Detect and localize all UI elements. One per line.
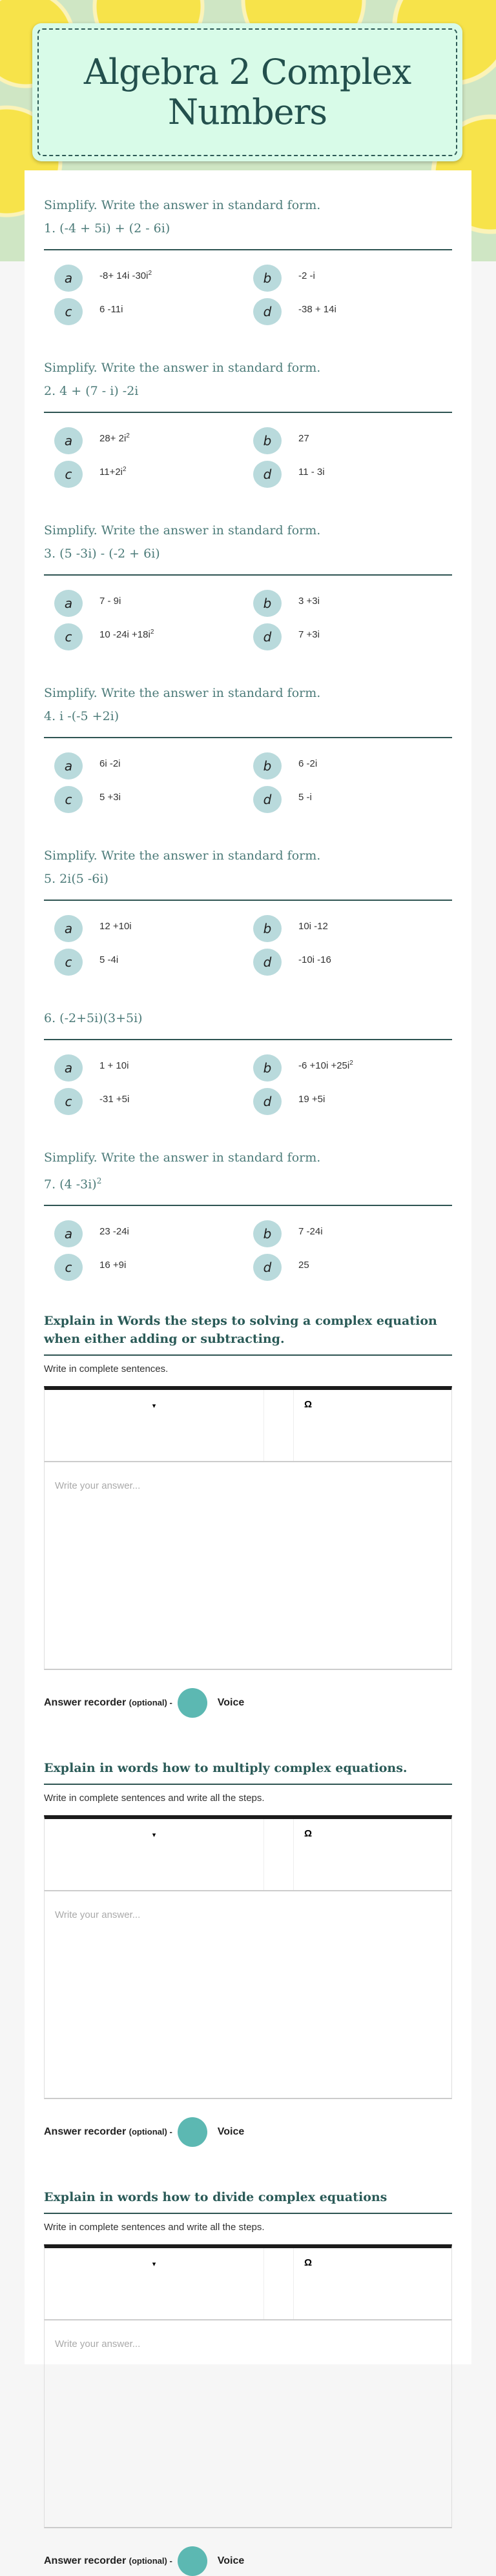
option-text: 7 - 9i: [99, 595, 121, 607]
page-title: Algebra 2 Complex Numbers: [83, 52, 411, 132]
option-b[interactable]: [253, 265, 452, 292]
format-dropdown[interactable]: [45, 1390, 264, 1461]
option-letter-bubble: a: [54, 265, 83, 292]
recorder-label: Answer recorder (optional) -: [44, 1697, 172, 1709]
question-prompt: Simplify. Write the answer in standard form.: [44, 361, 321, 375]
option-text: 5 +3i: [99, 791, 121, 803]
option-text: $-6 +10i +25i^2$: [298, 1060, 353, 1071]
worksheet-card: [25, 170, 471, 2567]
divider: [44, 900, 452, 901]
option-text: 12 +10i: [99, 920, 132, 932]
question-text: [44, 681, 452, 728]
option-text: 19 +5i: [298, 1093, 326, 1105]
question-expression: 3. (5 -3i) - (-2 + 6i): [44, 547, 160, 561]
option-b[interactable]: [253, 915, 452, 942]
answer-placeholder: Write your answer...: [55, 1480, 141, 1492]
answer-recorder: [44, 1688, 452, 1718]
answer-textarea[interactable]: [44, 2319, 452, 2528]
answer-textarea[interactable]: [44, 1890, 452, 2099]
answer-placeholder: Write your answer...: [55, 1909, 141, 1921]
essay-title: Explain in words how to divide complex equations: [44, 2190, 388, 2205]
format-dropdown[interactable]: [45, 2248, 264, 2319]
question: [44, 1146, 452, 1281]
omega-icon: Ω: [304, 1399, 313, 1411]
answer-options: [44, 265, 452, 325]
answer-recorder: [44, 2546, 452, 2576]
voice-label: Voice: [217, 1697, 245, 1709]
divider: [44, 412, 452, 413]
divider: [44, 249, 452, 250]
omega-icon: Ω: [304, 2257, 313, 2269]
question-text: [44, 1007, 452, 1030]
option-a[interactable]: [54, 915, 253, 942]
option-letter-bubble: b: [253, 427, 282, 454]
option-c[interactable]: [54, 1254, 253, 1281]
option-letter-bubble: a: [54, 427, 83, 454]
option-text: $11+2i^2$: [99, 466, 127, 478]
option-text: -2 -i: [298, 270, 315, 281]
editor-toolbar: [44, 1386, 452, 1461]
question-text: [44, 356, 452, 403]
option-c[interactable]: [54, 623, 253, 650]
option-d[interactable]: [253, 1088, 452, 1115]
voice-label: Voice: [217, 2555, 245, 2567]
question: [44, 681, 452, 813]
toolbar-spacer: [264, 1390, 294, 1461]
option-letter-bubble: a: [54, 1054, 83, 1082]
voice-label: Voice: [217, 2126, 245, 2138]
option-letter-bubble: a: [54, 915, 83, 942]
option-a[interactable]: [54, 590, 253, 617]
option-d[interactable]: [253, 298, 452, 325]
option-letter-bubble: c: [54, 623, 83, 650]
answer-recorder: [44, 2117, 452, 2147]
option-letter-bubble: b: [253, 752, 282, 780]
option-text: 10 $-24i +18i^2$: [99, 629, 154, 640]
option-d[interactable]: [253, 949, 452, 976]
answer-options: [44, 1220, 452, 1281]
divider: [44, 1205, 452, 1206]
option-c[interactable]: [54, 298, 253, 325]
option-c[interactable]: [54, 1088, 253, 1115]
option-letter-bubble: a: [54, 590, 83, 617]
option-letter-bubble: c: [54, 461, 83, 488]
question-text: [44, 519, 452, 565]
option-letter-bubble: c: [54, 1254, 83, 1281]
question-expression: 1. (-4 + 5i) + (2 - 6i): [44, 221, 170, 236]
question: [44, 519, 452, 650]
question-expression: 6. (-2+5i)(3+5i): [44, 1011, 143, 1025]
option-text: 11 - 3i: [298, 466, 325, 478]
chevron-down-icon: ▾: [152, 1402, 156, 1411]
option-letter-bubble: d: [253, 1254, 282, 1281]
option-text: 27: [298, 432, 309, 444]
option-a[interactable]: [54, 1220, 253, 1247]
option-letter-bubble: d: [253, 949, 282, 976]
option-b[interactable]: [253, 1054, 452, 1082]
essay-instruction: Write in complete sentences and write all the steps.: [44, 2222, 265, 2233]
option-letter-bubble: a: [54, 752, 83, 780]
option-letter-bubble: b: [253, 265, 282, 292]
title-box: [32, 23, 462, 161]
question-prompt: Simplify. Write the answer in standard form.: [44, 1151, 321, 1165]
option-letter-bubble: d: [253, 298, 282, 325]
option-d[interactable]: [253, 623, 452, 650]
option-a[interactable]: [54, 1054, 253, 1082]
question-text: [44, 194, 452, 240]
answer-options: [44, 590, 452, 650]
special-character-button[interactable]: [294, 2248, 312, 2319]
option-text: -10i -16: [298, 954, 331, 965]
option-letter-bubble: a: [54, 1220, 83, 1247]
essay-instruction: Write in complete sentences.: [44, 1363, 169, 1375]
question-prompt: Simplify. Write the answer in standard form.: [44, 198, 321, 212]
question-expression: 7. (4 -3i)$^2$: [44, 1176, 102, 1192]
recorder-label: Answer recorder (optional) -: [44, 2555, 172, 2567]
essay-question: [44, 1312, 452, 1718]
divider: [44, 574, 452, 576]
option-b[interactable]: [253, 427, 452, 454]
question-prompt: Simplify. Write the answer in standard form.: [44, 686, 321, 700]
option-b[interactable]: [253, 1220, 452, 1247]
option-text: 6 -11i: [99, 303, 123, 315]
option-letter-bubble: b: [253, 590, 282, 617]
question-expression: 5. 2i(5 -6i): [44, 872, 108, 886]
option-c[interactable]: [54, 949, 253, 976]
option-text: 25: [298, 1259, 309, 1271]
answer-options: [44, 752, 452, 813]
voice-record-button[interactable]: [178, 2546, 207, 2576]
recorder-label: Answer recorder (optional) -: [44, 2126, 172, 2138]
question-expression: 2. 4 + (7 - i) -2i: [44, 384, 139, 398]
question: [44, 1007, 452, 1115]
option-text: 1 + 10i: [99, 1060, 129, 1071]
voice-record-button[interactable]: [178, 1688, 207, 1718]
option-a[interactable]: [54, 427, 253, 454]
toolbar-spacer: [264, 2248, 294, 2319]
option-text: -8+ 14i $-30i^2$: [99, 270, 152, 281]
option-b[interactable]: [253, 752, 452, 780]
question-text: [44, 1146, 452, 1196]
question: [44, 194, 452, 325]
option-text: 23 -24i: [99, 1225, 129, 1237]
option-letter-bubble: c: [54, 786, 83, 813]
question-prompt: Simplify. Write the answer in standard form.: [44, 523, 321, 538]
chevron-down-icon: ▾: [152, 1831, 156, 1840]
omega-icon: Ω: [304, 1828, 313, 1840]
option-text: 6 -2i: [298, 758, 318, 769]
essay-question: [44, 1759, 452, 2147]
option-text: 10i -12: [298, 920, 328, 932]
divider: [44, 1784, 452, 1785]
option-c[interactable]: [54, 786, 253, 813]
option-letter-bubble: d: [253, 786, 282, 813]
editor-toolbar: [44, 2244, 452, 2319]
essay-title: Explain in words how to multiply complex equations.: [44, 1761, 408, 1776]
option-letter-bubble: c: [54, 949, 83, 976]
option-text: 5 -i: [298, 791, 312, 803]
option-d[interactable]: [253, 786, 452, 813]
chevron-down-icon: ▾: [152, 2260, 156, 2269]
answer-options: [44, 1054, 452, 1115]
question: [44, 356, 452, 488]
answer-textarea[interactable]: [44, 1461, 452, 1670]
option-letter-bubble: d: [253, 461, 282, 488]
toolbar-spacer: [264, 1819, 294, 1890]
option-text: -31 +5i: [99, 1093, 130, 1105]
option-text: 7 +3i: [298, 629, 320, 640]
option-text: 5 -4i: [99, 954, 119, 965]
option-text: 3 +3i: [298, 595, 320, 607]
question-text: [44, 844, 452, 891]
divider: [44, 2213, 452, 2214]
divider: [44, 737, 452, 738]
option-letter-bubble: c: [54, 1088, 83, 1115]
question: [44, 844, 452, 976]
answer-options: [44, 915, 452, 976]
option-a[interactable]: [54, 265, 253, 292]
option-text: 16 +9i: [99, 1259, 127, 1271]
question-prompt: Simplify. Write the answer in standard form.: [44, 849, 321, 863]
essay-question: [44, 2188, 452, 2576]
option-letter-bubble: c: [54, 298, 83, 325]
option-text: -38 + 14i: [298, 303, 336, 315]
option-letter-bubble: b: [253, 1220, 282, 1247]
option-text: 6i -2i: [99, 758, 121, 769]
option-a[interactable]: [54, 752, 253, 780]
special-character-button[interactable]: [294, 1819, 312, 1890]
option-c[interactable]: [54, 461, 253, 488]
question-expression: 4. i -(-5 +2i): [44, 709, 119, 723]
option-letter-bubble: d: [253, 1088, 282, 1115]
divider: [44, 1039, 452, 1040]
option-letter-bubble: d: [253, 623, 282, 650]
answer-options: [44, 427, 452, 488]
divider: [44, 1354, 452, 1356]
editor-toolbar: [44, 1815, 452, 1890]
essay-instruction: Write in complete sentences and write all the steps.: [44, 1793, 265, 1804]
option-d[interactable]: [253, 1254, 452, 1281]
format-dropdown[interactable]: [45, 1819, 264, 1890]
option-text: $28+ 2i^2$: [99, 432, 130, 444]
answer-placeholder: Write your answer...: [55, 2339, 141, 2350]
special-character-button[interactable]: [294, 1390, 312, 1461]
essay-title: Explain in Words the steps to solving a complex equation when either adding or subtracting.: [44, 1314, 437, 1347]
option-text: 7 -24i: [298, 1225, 323, 1237]
option-letter-bubble: b: [253, 915, 282, 942]
option-d[interactable]: [253, 461, 452, 488]
option-b[interactable]: [253, 590, 452, 617]
voice-record-button[interactable]: [178, 2117, 207, 2147]
option-letter-bubble: b: [253, 1054, 282, 1082]
